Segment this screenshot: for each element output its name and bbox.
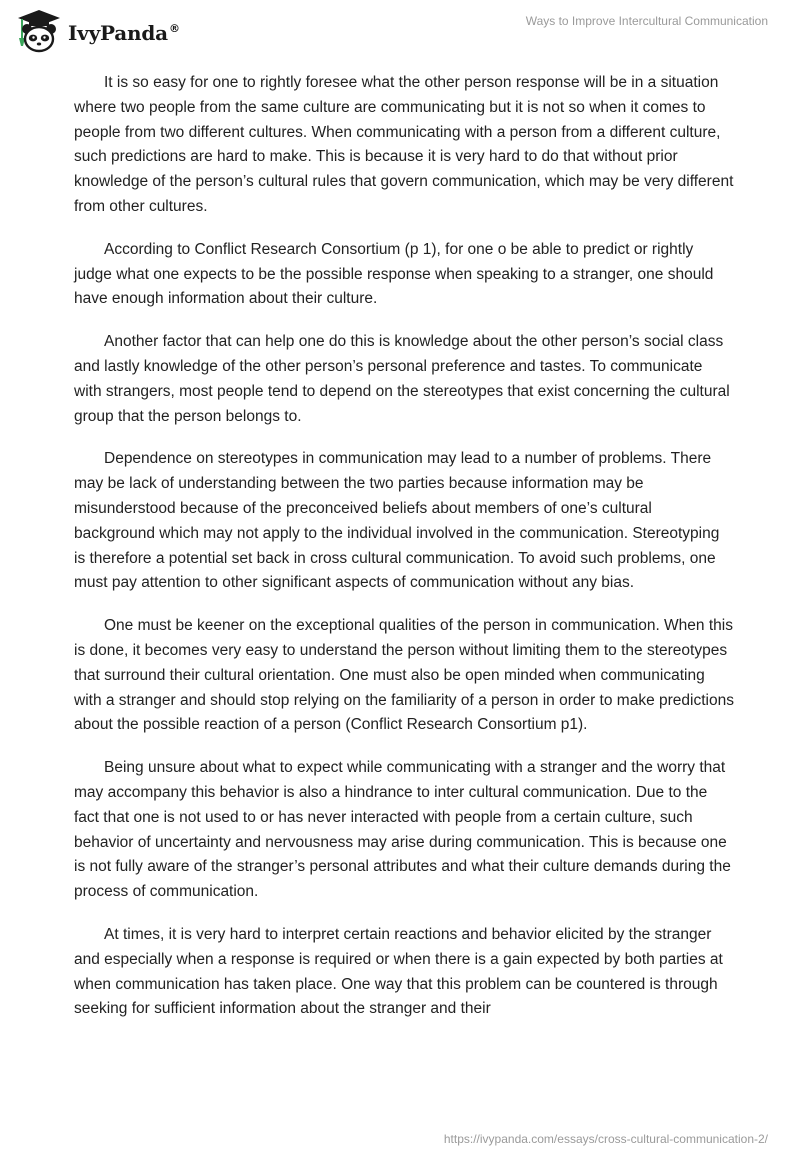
source-url[interactable]: https://ivypanda.com/essays/cross-cultural-communication-2/ xyxy=(443,1132,768,1146)
paragraph: Dependence on stereotypes in communication may lead to a number of problems. There may be lack of understanding between the two parties because information may be misunderstood because of the preconceived beliefs about members of one’s cultural background which may not apply to the individual involved in the communication. Stereotyping is therefore a potential set back in cross cultural communication. To avoid such problems, one must pay attention to other significant aspects of communication without any bias. xyxy=(74,450,720,592)
page-header xyxy=(0,0,800,60)
panda-graduation-cap-icon xyxy=(14,8,64,54)
registered-mark: ® xyxy=(168,22,180,35)
ivypanda-logo[interactable] xyxy=(14,8,180,54)
brand-name xyxy=(68,21,180,45)
essay-body xyxy=(74,71,734,1040)
paragraph: According to Conflict Research Consortium (p 1), for one o be able to predict or rightly judge what one expects to be the possible response when speaking to a stranger, one should have enough information about their culture. xyxy=(74,240,714,308)
document-title: Ways to Improve Intercultural Communication xyxy=(525,14,768,28)
paragraph: At times, it is very hard to interpret certain reactions and behavior elicited by the stranger and especially when a response is required or when there is a gain expected by both parties at when communication has taken place. One way that this problem can be countered is through seeking for sufficient information about the stranger and their xyxy=(74,925,723,1018)
paragraph: Being unsure about what to expect while communicating with a stranger and the worry that may accompany this behavior is also a hindrance to inter cultural communication. Due to the fact that one is not used to or has never interacted with people from a certain culture, such behavior of uncertainty and nervousness may arise during communication. This is because one is not fully aware of the stranger’s personal attributes and what their culture demands during the process of communication. xyxy=(74,759,731,901)
paragraph: Another factor that can help one do this is knowledge about the other person’s social class and lastly knowledge of the other person’s personal preference and tastes. To communicate with strangers, most people tend to depend on the stereotypes that exist concerning the cultural group that the person belongs to. xyxy=(74,333,730,425)
paragraph: One must be keener on the exceptional qualities of the person in communication. When this is done, it becomes very easy to understand the person without limiting them to the stereotypes that surround their cultural orientation. One must also be open minded when communicating with a stranger and should stop relying on the familiarity of a person in order to make predictions about the possible reaction of a person (Conflict Research Consortium p1). xyxy=(74,617,734,734)
brand-name-text: IvyPanda xyxy=(68,21,168,45)
paragraph: It is so easy for one to rightly foresee what the other person response will be in a situation where two people from the same culture are communicating but it is not so when it comes to people from two different cultures. When communicating with a person from a different culture, such predictions are hard to make. This is because it is very hard to do that without prior knowledge of the person’s cultural rules that govern communication, which may be very different from other cultures. xyxy=(74,74,734,215)
